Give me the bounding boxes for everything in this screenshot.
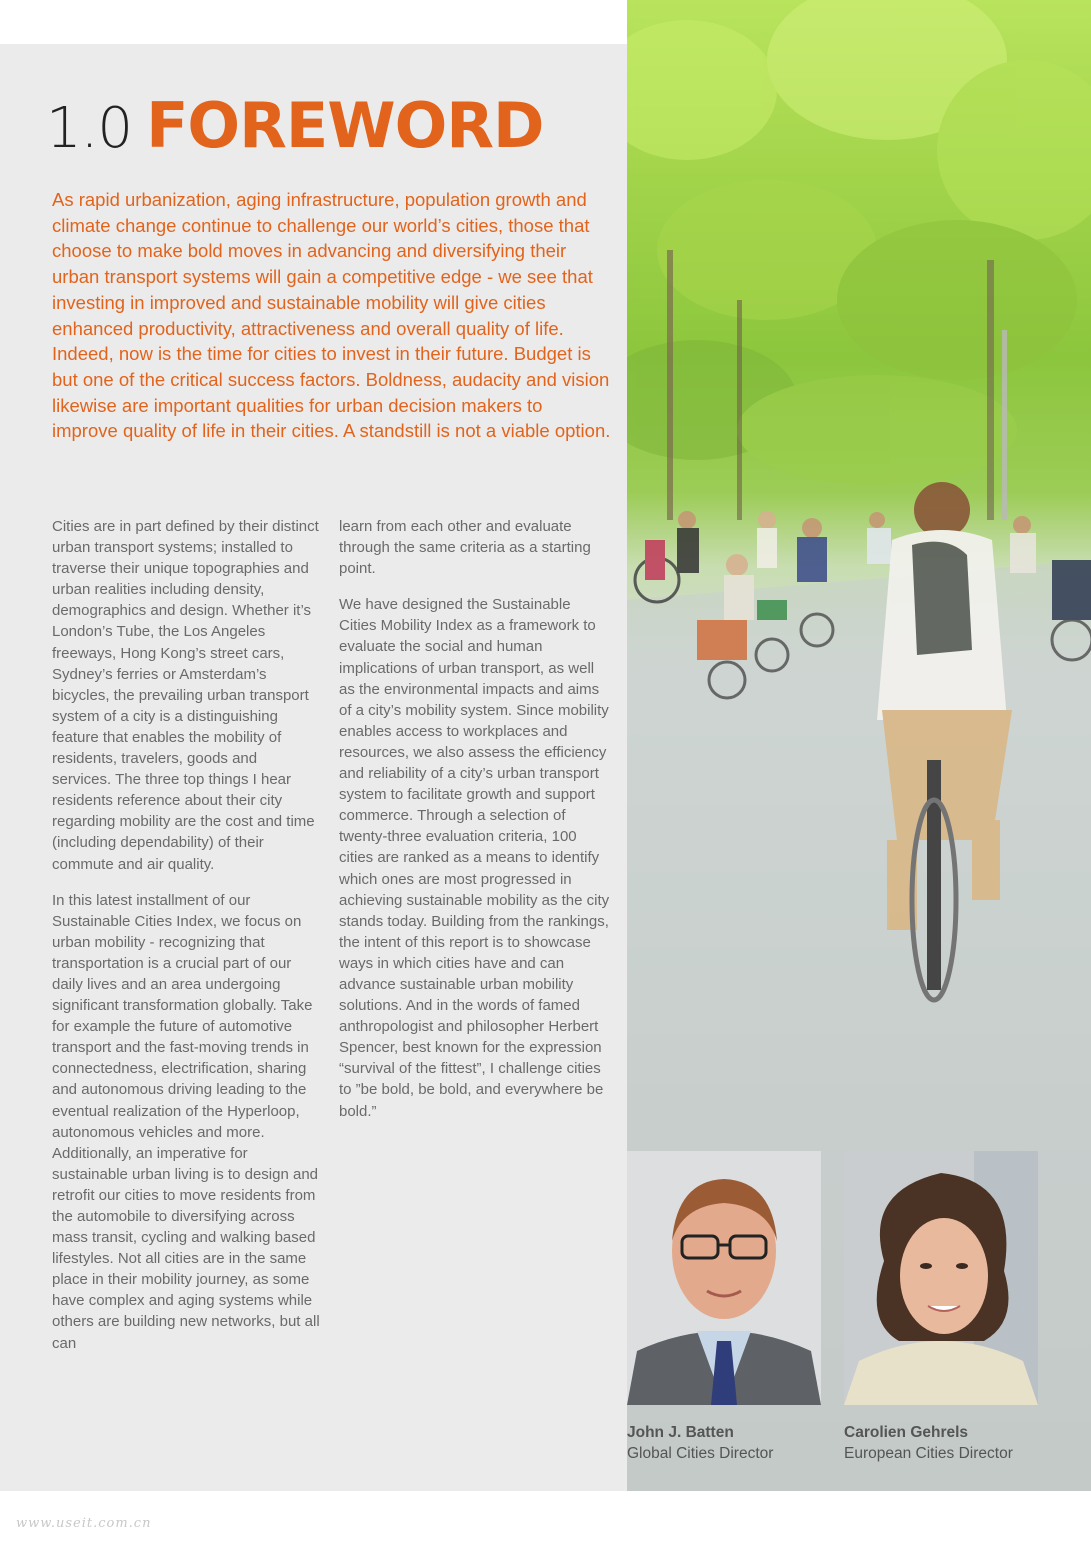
body-paragraph: In this latest installment of our Sustainable Cities Index, we focus on urban mobility - recognizing that transportation is a crucial part of our daily lives and an area undergoing significant transformation globally. Take for example the future of automotive transport and the fast-moving trends in connectedness, electrification, sharing and autonomous driving leading to the eventual realization of the Hyperloop, autonomous vehicles and more. Additionally, an imperative for sustainable urban living is to design and retrofit our cities to move residents from the automobile to diversifying across mass transit, cycling and walking based lifestyles. Not all cities are in the same place in their mobility journey, as some have complex and aging systems while others are building new networks, but all can xyxy=(52,891,320,1352)
body-paragraph: Cities are in part defined by their distinct urban transport systems; installed to traverse their unique topographies and urban realities including density, demographics and design. Whether it’s London’s Tube, the Los Angeles freeways, Hong Kong’s street cars, Sydney’s ferries or Amsterdam’s bicycles, the prevailing urban transport system of a city is a distinguishing feature that enables the mobility of residents, travelers, goods and services. The three top things I hear residents reference about their city regarding mobility are the cost and time (including dependability) of their commute and air quality. xyxy=(52,518,319,873)
watermark: www.useit.com.cn xyxy=(16,1516,152,1531)
person-role: European Cities Director xyxy=(844,1445,1013,1462)
caption-john-batten xyxy=(627,1422,773,1464)
section-number: 1.0 xyxy=(46,96,133,161)
body-column-left xyxy=(52,516,320,1369)
portrait-john-batten xyxy=(627,1151,821,1405)
intro-paragraph: As rapid urbanization, aging infrastructure, population growth and climate change continue to challenge our world’s cities, those that choose to make bold moves in advancing and diversifying their urban transport systems will gain a competitive edge - we see that investing in improved and sustainable mobility will give cities enhanced productivity, attractiveness and overall quality of life. Indeed, now is the time for cities to invest in their future. Budget is but one of the critical success factors. Boldness, audacity and vision likewise are important qualities for urban decision makers to improve quality of life in their cities. A standstill is not a viable option. xyxy=(52,189,611,442)
person-role: Global Cities Director xyxy=(627,1445,774,1462)
caption-carolien-gehrels xyxy=(844,1422,1013,1464)
person-name: John J. Batten xyxy=(627,1424,734,1441)
person-name: Carolien Gehrels xyxy=(844,1424,969,1441)
body-paragraph: We have designed the Sustainable Cities Mobility Index as a framework to evaluate the social and human implications of urban transport, as well as the environmental impacts and aims of a city’s mobility system. Since mobility enables access to workplaces and resources, we also assess the efficiency and reliability of a city’s urban transport system to facilitate growth and support commerce. Through a selection of twenty-three evaluation criteria, 100 cities are ranked as a means to identify which ones are most progressed in achieving sustainable mobility as the city stands today. Building from the rankings, the intent of this report is to showcase ways in which cities have and can advance sustainable urban mobility solutions. And in the words of famed anthropologist and philosopher Herbert Spencer, best known for the expression “survival of the fittest”, I challenge cities to ”be bold, be bold, and everywhere be bold.” xyxy=(339,596,610,1120)
portrait-carolien-gehrels xyxy=(844,1151,1038,1405)
body-paragraph: learn from each other and evaluate through the same criteria as a starting point. xyxy=(339,518,591,578)
page-title xyxy=(46,86,544,169)
body-column-right xyxy=(339,516,611,1137)
section-title: FOREWORD xyxy=(146,89,544,162)
